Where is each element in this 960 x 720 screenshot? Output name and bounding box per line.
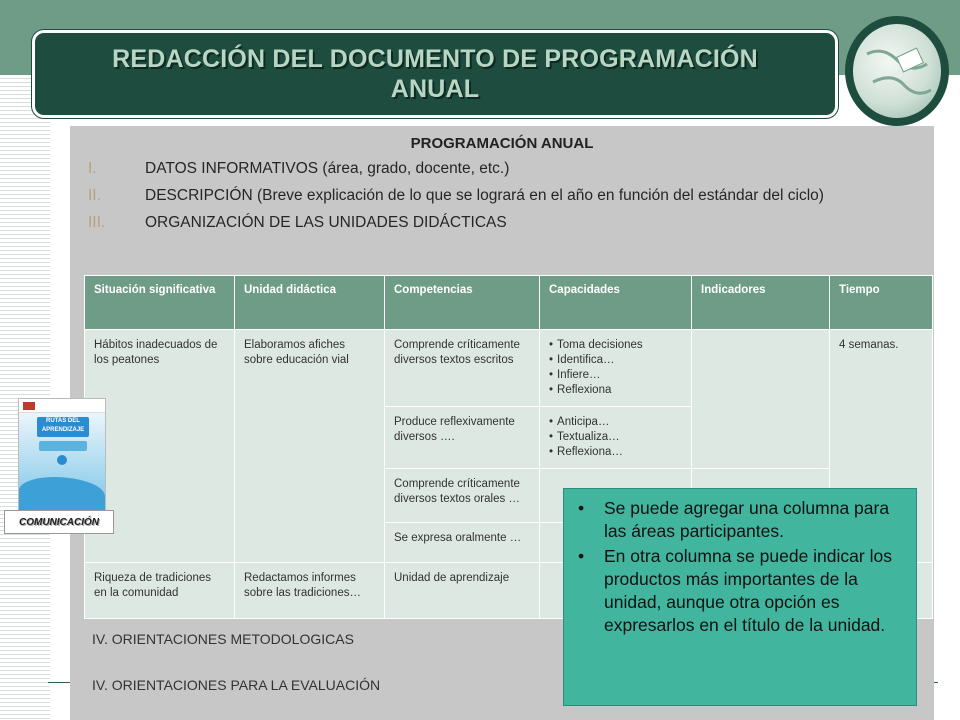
cell-indicadores (692, 330, 830, 469)
slide-title: REDACCIÓN DEL DOCUMENTO DE PROGRAMACIÓN ANUAL (112, 45, 758, 103)
outline-number: I. (88, 160, 97, 177)
capacidades-list (549, 415, 682, 460)
header-indicadores: Indicadores (692, 276, 830, 330)
cell-competencia: Unidad de aprendizaje (385, 563, 540, 619)
header-situacion: Situación significativa (85, 276, 235, 330)
cell-tiempo: 4 semanas. (830, 330, 933, 563)
book-cover-image (18, 398, 106, 510)
outline-item (88, 212, 928, 233)
callout-text: En otra columna se puede indicar los productos más importantes de la unidad, aunque otra opción es expresarlos en el título de la unidad. (604, 546, 892, 635)
header-competencias: Competencias (385, 276, 540, 330)
list-item: • Reflexiona… (549, 445, 682, 460)
cell-situacion: Riqueza de tradiciones en la comunidad (85, 563, 235, 619)
cell-competencia: Comprende críticamente diversos textos escritos (385, 330, 540, 407)
outline-number: II. (88, 187, 101, 204)
cell-situacion: Hábitos inadecuados de los peatones (85, 330, 235, 563)
list-item: • Infiere… (549, 368, 682, 383)
cell-capacidades (540, 407, 692, 469)
outline-number: III. (88, 214, 106, 231)
cell-competencia: Produce reflexivamente diversos …. (385, 407, 540, 469)
callout-list (578, 497, 902, 637)
list-item: • Anticipa… (549, 415, 682, 430)
outline-list (88, 158, 928, 239)
table-header-row (85, 276, 933, 330)
outline-text: ORGANIZACIÓN DE LAS UNIDADES DIDÁCTICAS (145, 214, 507, 231)
bullet-icon: • (578, 546, 585, 566)
header-tiempo: Tiempo (830, 276, 933, 330)
globe-icon (845, 16, 949, 126)
outline-item (88, 158, 928, 179)
note-callout (563, 488, 917, 706)
section-iv-evaluation: IV. ORIENTACIONES PARA LA EVALUACIÓN (92, 677, 381, 693)
outline-item (88, 185, 928, 206)
list-item: • Reflexiona (549, 383, 682, 398)
header-capacidades: Capacidades (540, 276, 692, 330)
cell-unidad: Elaboramos afiches sobre educación vial (235, 330, 385, 563)
cell-competencia: Comprende críticamente diversos textos orales … (385, 469, 540, 523)
table-row (85, 330, 933, 407)
outline-text: DATOS INFORMATIVOS (área, grado, docente, etc.) (145, 160, 510, 177)
book-label: COMUNICACIÓN (4, 510, 114, 534)
list-item (578, 497, 902, 543)
header-unidad: Unidad didáctica (235, 276, 385, 330)
callout-text: Se puede agregar una columna para las áreas participantes. (604, 498, 890, 541)
section-iv-methodology: IV. ORIENTACIONES METODOLOGICAS (92, 631, 354, 647)
list-item: • Toma decisiones (549, 338, 682, 353)
title-banner (32, 30, 838, 118)
cell-competencia: Se expresa oralmente … (385, 523, 540, 563)
capacidades-list (549, 338, 682, 398)
list-item (578, 545, 902, 637)
outline-text: DESCRIPCIÓN (Breve explicación de lo que se logrará en el año en función del estándar del ciclo) (145, 187, 824, 204)
ministry-logo-icon (23, 402, 35, 410)
bullet-icon: • (578, 498, 585, 518)
cell-capacidades (540, 330, 692, 407)
cell-unidad: Redactamos informes sobre las tradiciones… (235, 563, 385, 619)
programacion-heading: PROGRAMACIÓN ANUAL (410, 135, 594, 152)
book-cover-title: RUTAS DEL APRENDIZAJE (37, 417, 89, 437)
list-item: • Identifica… (549, 353, 682, 368)
list-item: • Textualiza… (549, 430, 682, 445)
